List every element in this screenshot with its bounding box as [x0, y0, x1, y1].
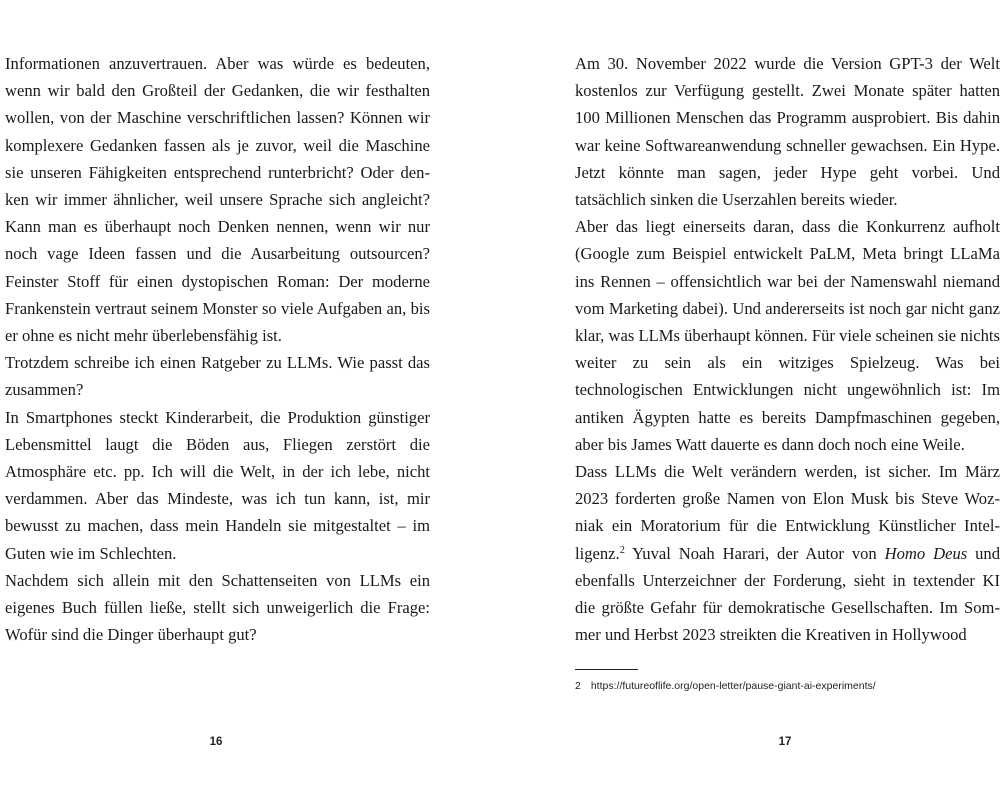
right-paragraph-1: Am 30. November 2022 wurde die Version GPT-3 der Welt kostenlos zur Verfügung gestellt. Zwei Monate später hatten 100 Millionen Menschen das Programm ausprobiert. Bis dahin war keine Softwareanwendung schneller gewachsen. Ein Hype. Jetzt könnte man sagen, jeder Hype geht vorbei. Und tatsächlich sinken die Userzahlen bereits wieder.	[575, 54, 1000, 210]
right-body-text	[575, 50, 1000, 648]
left-page-number: 16	[209, 736, 223, 748]
right-page	[570, 0, 1000, 800]
left-body-text	[5, 50, 430, 648]
left-paragraph-2: Trotzdem schreibe ich einen Ratgeber zu LLMs. Wie passt das zusammen?	[5, 353, 430, 400]
footnote-reference[interactable]: 2	[619, 544, 625, 556]
left-paragraph-4: Nachdem sich allein mit den Schattenseiten von LLMs ein eigenes Buch füllen ließe, stellt sich unweigerlich die Frage: Wofür sind die Dinger überhaupt gut?	[5, 570, 430, 645]
footnote-url[interactable]: https://futureoflife.org/open-letter/pause-giant-ai-experiments/	[590, 680, 876, 692]
book-title: Homo Deus	[884, 543, 968, 563]
paragraph-3-part-2: Yuval Noah Harari, der Autor von	[624, 543, 885, 563]
footnote	[575, 680, 1000, 692]
right-paragraph-2: Aber das liegt einerseits daran, dass die Konkurrenz aufholt (Google zum Beispiel entwickelt PaLM, Meta bringt LLaMa ins Rennen – offensichtlich war bei der Namenswahl niemand vom Marketing dabei). Und andererseits ist noch gar nicht ganz klar, was LLMs überhaupt können. Für viele scheinen sie nichts weiter zu sein als ein witziges Spielzeug. Was bei technologischen Entwicklungen nicht ungewöhnlich ist: Im antiken Ägypten hatte es bereits Dampfmaschinen gegeben, aber bis James Watt dauerte es dann doch noch eine Weile.	[575, 217, 1000, 454]
left-paragraph-1: Informationen anzuvertrauen. Aber was würde es bedeuten, wenn wir bald den Großteil der Gedanken, die wir festhalten wollen, von der Maschine verschriftlichen lassen? Können wir komplexere Gedanken fassen als je zuvor, weil die Maschine sie unseren Fähigkeiten entsprechend runterbricht? Oder denken wir immer ähnlicher, weil unsere Sprache sich angleicht? Kann man es überhaupt noch Denken nennen, wenn wir nur noch vage Ideen fassen und die Ausarbeitung outsourcen? Feinster Stoff für einen dystopischen Roman: Der moderne Frankenstein vertraut seinem Monster so viele Aufgaben an, bis er ohne es nicht mehr überlebensfähig ist.	[5, 54, 430, 346]
footnote-number: 2	[575, 680, 581, 692]
left-paragraph-3: In Smartphones steckt Kinderarbeit, die Produktion günstiger Lebensmittel laugt die Böden aus, Fliegen zerstört die Atmosphäre etc. pp. Ich will die Welt, in der ich lebe, nicht verdammen. Aber das Mindeste, was ich tun kann, ist, mir bewusst zu machen, dass mein Handeln sie mitgestaltet – im Guten wie im Schlechten.	[5, 407, 430, 563]
paragraph-3-part-1: Dass LLMs die Welt verändern werden, ist sicher. Im März 2023 forderten große Namen von Elon Musk bis Steve Wozniak ein Moratorium für die Entwicklung Künstlicher Intelligenz.	[575, 462, 1000, 563]
left-page	[0, 0, 430, 800]
footnote-divider	[575, 669, 638, 670]
right-paragraph-3	[575, 458, 1000, 648]
paragraph-3-part-3: und ebenfalls Unterzeichner der Forderung, sieht in textender KI die größte Gefahr für demokratische Gesellschaften. Im Sommer und Herbst 2023 streikten die Kreativen in Hollywood	[575, 543, 1000, 645]
right-page-number: 17	[778, 736, 792, 748]
